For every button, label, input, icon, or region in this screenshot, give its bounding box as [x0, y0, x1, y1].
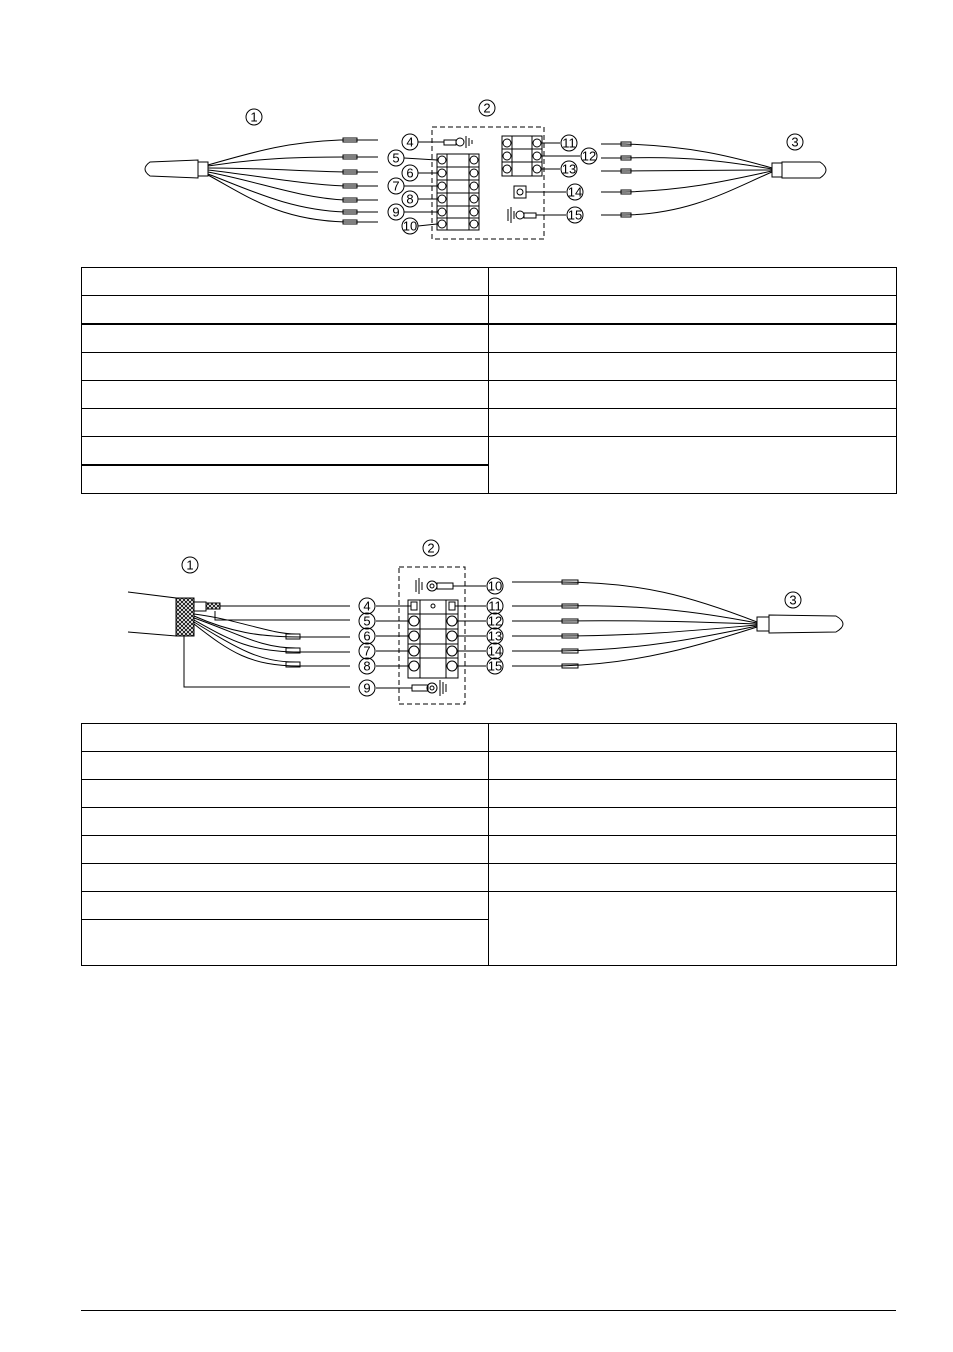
ground-terminal-bottom	[508, 207, 536, 223]
callout-6: 6	[406, 165, 414, 181]
callout-3: 3	[789, 592, 797, 608]
callout-11: 11	[488, 598, 502, 614]
callout-6: 6	[363, 628, 371, 644]
callout-3: 3	[791, 134, 799, 150]
callout-13: 13	[561, 161, 577, 177]
callout-7: 7	[363, 643, 371, 659]
table-row	[82, 381, 897, 409]
connector-sleeve-right-2	[757, 617, 769, 631]
terminal-block-2	[408, 600, 458, 678]
callout-15: 15	[487, 658, 503, 674]
callout-12: 12	[487, 613, 503, 629]
callout-2: 2	[483, 100, 491, 116]
table-row	[82, 808, 897, 836]
callout-7: 7	[392, 178, 400, 194]
callout-12: 12	[581, 148, 597, 164]
table-row	[82, 409, 897, 437]
table-row	[82, 752, 897, 780]
ground-terminal-bottom-2	[412, 680, 446, 696]
table-row	[82, 892, 897, 920]
wire-bundle-left	[208, 138, 378, 224]
cable-shield	[176, 598, 194, 636]
callout-8: 8	[363, 658, 371, 674]
callout-15: 15	[567, 207, 583, 223]
callout-14: 14	[567, 184, 583, 200]
table-row	[82, 724, 897, 752]
table-row	[82, 296, 897, 325]
table-row	[82, 780, 897, 808]
footer-rule	[81, 1310, 896, 1311]
table-row	[82, 353, 897, 381]
ground-terminal-top	[444, 136, 472, 148]
callout-5: 5	[392, 150, 400, 166]
callout-10: 10	[402, 218, 418, 234]
terminal-block-left	[437, 154, 479, 230]
callout-8: 8	[406, 191, 414, 207]
callout-4: 4	[363, 598, 371, 614]
callout-1: 1	[250, 109, 258, 125]
legend-table-1	[81, 267, 897, 494]
callout-5: 5	[363, 613, 371, 629]
callout-14: 14	[487, 643, 503, 659]
table-row	[82, 268, 897, 296]
legend-table-2	[81, 723, 897, 966]
table-row	[82, 836, 897, 864]
callout-2: 2	[427, 540, 435, 556]
connector-sleeve-right	[772, 163, 782, 177]
callout-9: 9	[392, 204, 400, 220]
terminal-14	[514, 186, 526, 198]
callout-9: 9	[363, 680, 371, 696]
ground-terminal-top-2	[416, 578, 453, 594]
connector-plug-right	[782, 162, 826, 178]
table-row	[82, 437, 897, 466]
connector-plug-right-2	[769, 615, 843, 633]
wire-bundle-right-2	[512, 580, 757, 668]
wire-bundle-right	[601, 142, 772, 217]
cable-coax	[194, 602, 206, 611]
callout-13: 13	[487, 628, 503, 644]
wiring-diagram-2	[0, 535, 953, 710]
connector-sleeve-left	[198, 162, 208, 176]
callout-11: 11	[562, 135, 576, 151]
terminal-block-right	[502, 136, 542, 176]
callout-1: 1	[186, 557, 194, 573]
callout-10: 10	[487, 578, 503, 594]
terminal-box-outline	[432, 127, 544, 239]
connector-plug-left	[145, 160, 198, 178]
table-row	[82, 864, 897, 892]
wire-bundle-left-2	[194, 614, 350, 667]
table-row	[82, 324, 897, 353]
cable-jacket	[128, 592, 176, 636]
callout-4: 4	[406, 134, 414, 150]
